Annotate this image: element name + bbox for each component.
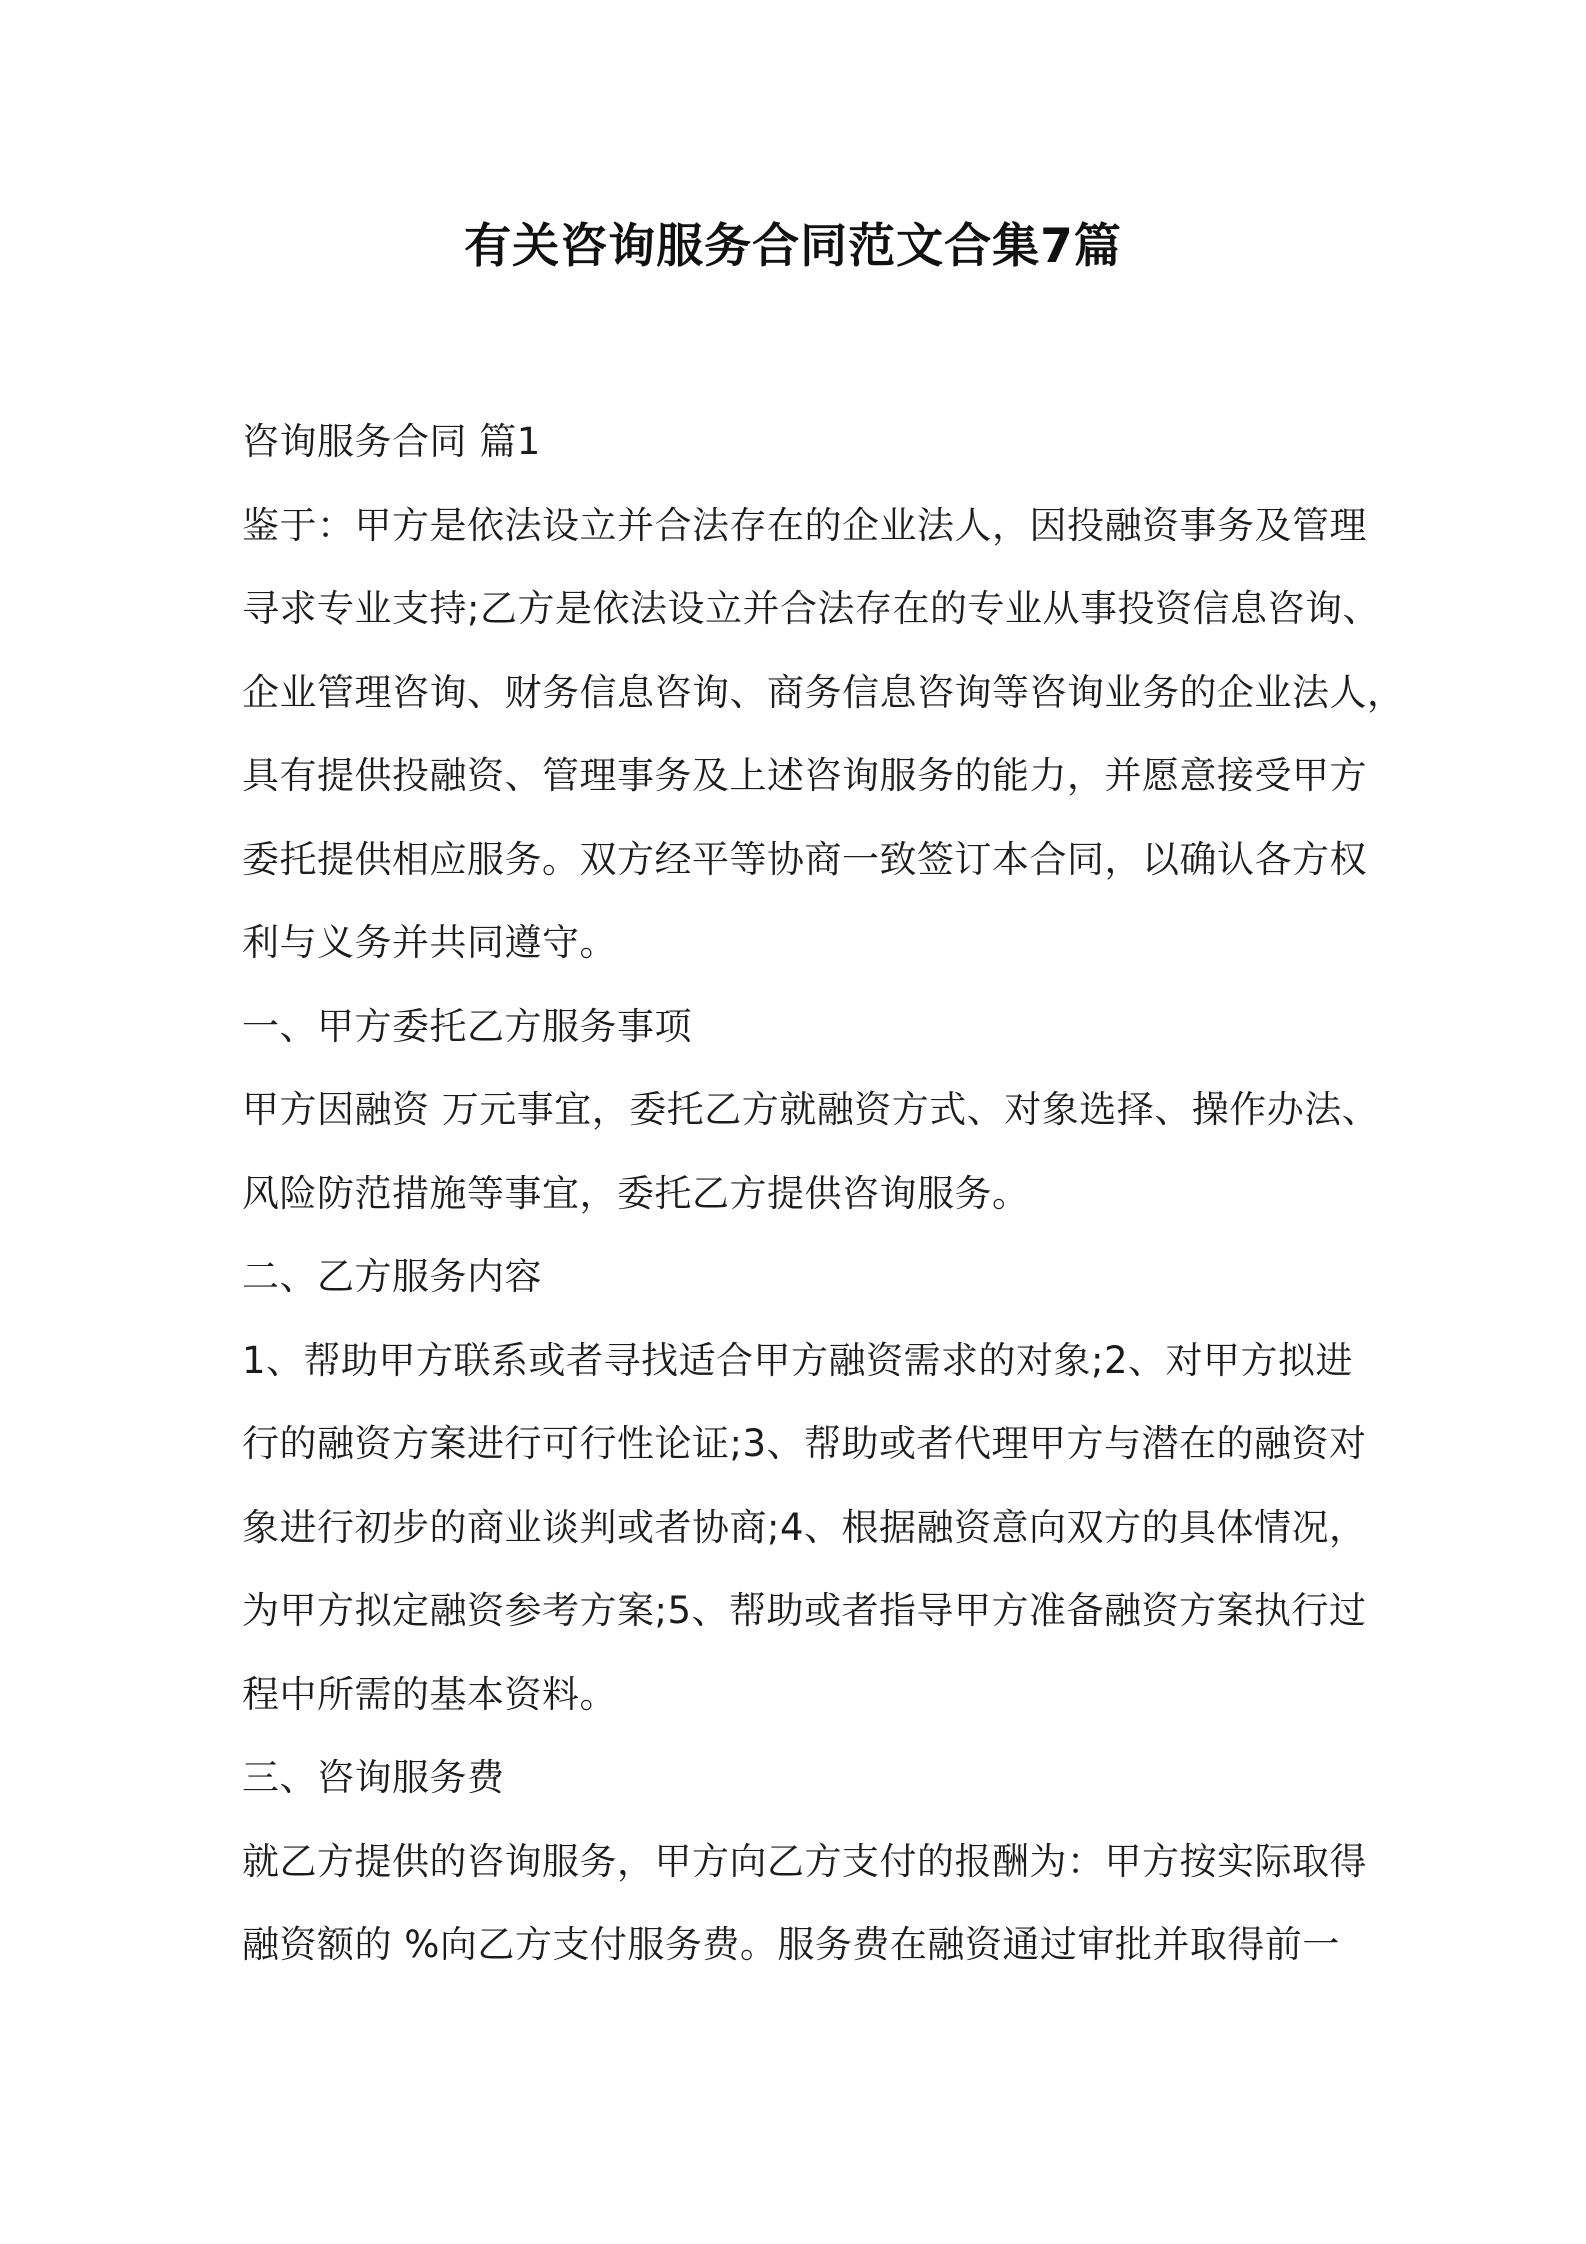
paragraph-line: 1、帮助甲方联系或者寻找适合甲方融资需求的对象;2、对甲方拟进 [242, 1338, 1354, 1382]
paragraph-line: 为甲方拟定融资参考方案;5、帮助或者指导甲方准备融资方案执行过 [242, 1589, 1367, 1632]
paragraph-line: 利与义务并共同遵守。 [242, 921, 617, 964]
document-body [242, 400, 1405, 1987]
paragraph-line: 鉴于：甲方是依法设立并合法存在的企业法人，因投融资事务及管理 [242, 503, 1367, 547]
section-heading: 咨询服务合同 篇1 [242, 420, 541, 463]
paragraph-line: 风险防范措施等事宜，委托乙方提供咨询服务。 [242, 1171, 1030, 1215]
paragraph-line: 委托提供相应服务。双方经平等协商一致签订本合同，以确认各方权 [242, 837, 1367, 881]
paragraph-line: 融资额的 %向乙方支付服务费。服务费在融资通过审批并取得前一 [242, 1923, 1340, 1966]
paragraph-line: 企业管理咨询、财务信息咨询、商务信息咨询等咨询业务的企业法人， [242, 670, 1405, 714]
section-heading: 一、甲方委托乙方服务事项 [242, 1004, 692, 1048]
paragraph-line: 程中所需的基本资料。 [242, 1672, 617, 1716]
section-heading: 三、咨询服务费 [242, 1756, 505, 1799]
document-title: 有关咨询服务合同范文合集7篇 [464, 219, 1122, 274]
paragraph-line: 行的融资方案进行可行性论证;3、帮助或者代理甲方与潜在的融资对 [242, 1422, 1367, 1465]
paragraph-line: 甲方因融资 万元事宜，委托乙方就融资方式、对象选择、操作办法、 [242, 1088, 1380, 1131]
paragraph-line: 具有提供投融资、管理事务及上述咨询服务的能力，并愿意接受甲方 [242, 754, 1367, 797]
section-heading: 二、乙方服务内容 [242, 1255, 542, 1298]
paragraph-line: 象进行初步的商业谈判或者协商;4、根据融资意向双方的具体情况， [242, 1505, 1367, 1549]
paragraph-line: 寻求专业支持;乙方是依法设立并合法存在的专业从事投资信息咨询、 [242, 587, 1380, 630]
paragraph-line: 就乙方提供的咨询服务，甲方向乙方支付的报酬为：甲方按实际取得 [242, 1839, 1367, 1883]
